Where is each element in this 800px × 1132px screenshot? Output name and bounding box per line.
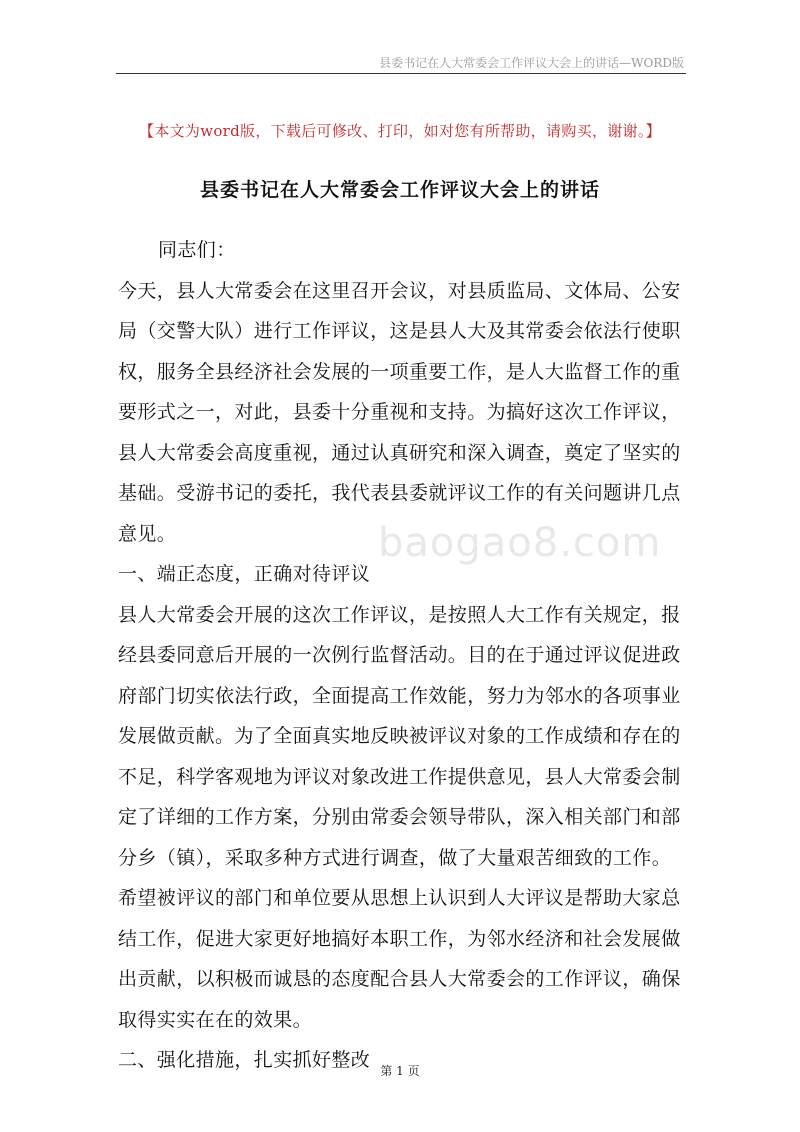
section-heading-1: 一、端正态度，正确对待评议 bbox=[118, 563, 371, 585]
page-number: 第 1 页 bbox=[380, 1064, 420, 1078]
document-title: 县委书记在人大常委会工作评议大会上的讲话 bbox=[199, 179, 600, 201]
watermark: baogao8.com bbox=[378, 520, 662, 566]
document-body bbox=[118, 230, 688, 1081]
purchase-notice: 【本文为word版，下载后可修改、打印，如对您有所帮助，请购买，谢谢。】 bbox=[139, 122, 661, 140]
salutation: 同志们： bbox=[158, 239, 236, 261]
section-heading-2: 二、强化措施，扎实抓好整改 bbox=[118, 1049, 371, 1071]
running-header: 县委书记在人大常委会工作评议大会上的讲话—WORD版 bbox=[379, 56, 684, 70]
paragraph-opening: 今天，县人大常委会在这里召开会议，对县质监局、文体局、公安局（交警大队）进行工作评议，这是县人大及其常委会依法行使职权，服务全县经济社会发展的一项重要工作，是人大监督工作的重要形式之一，对此，县委十分重视和支持。为搞好这次工作评议，县人大常委会高度重视，通过认真研究和深入调查，奠定了坚实的基础。受游书记的委托，我代表县委就评议工作的有关问题讲几点意见。 bbox=[118, 279, 681, 545]
header-divider bbox=[116, 73, 686, 74]
paragraph-section-1: 县人大常委会开展的这次工作评议，是按照人大工作有关规定，报经县委同意后开展的一次例行监督活动。目的在于通过评议促进政府部门切实依法行政，全面提高工作效能，努力为邻水的各项事业发展做贡献。为了全面真实地反映被评议对象的工作成绩和存在的不足，科学客观地为评议对象改进工作提供意见，县人大常委会制定了详细的工作方案，分别由常委会领导带队，深入相关部门和部分乡（镇），采取多种方式进行调查，做了大量艰苦细致的工作。希望被评议的部门和单位要从思想上认识到人大评议是帮助大家总结工作，促进大家更好地搞好本职工作，为邻水经济和社会发展做出贡献，以积极而诚恳的态度配合县人大常委会的工作评议，确保取得实实在在的效果。 bbox=[118, 603, 681, 1031]
